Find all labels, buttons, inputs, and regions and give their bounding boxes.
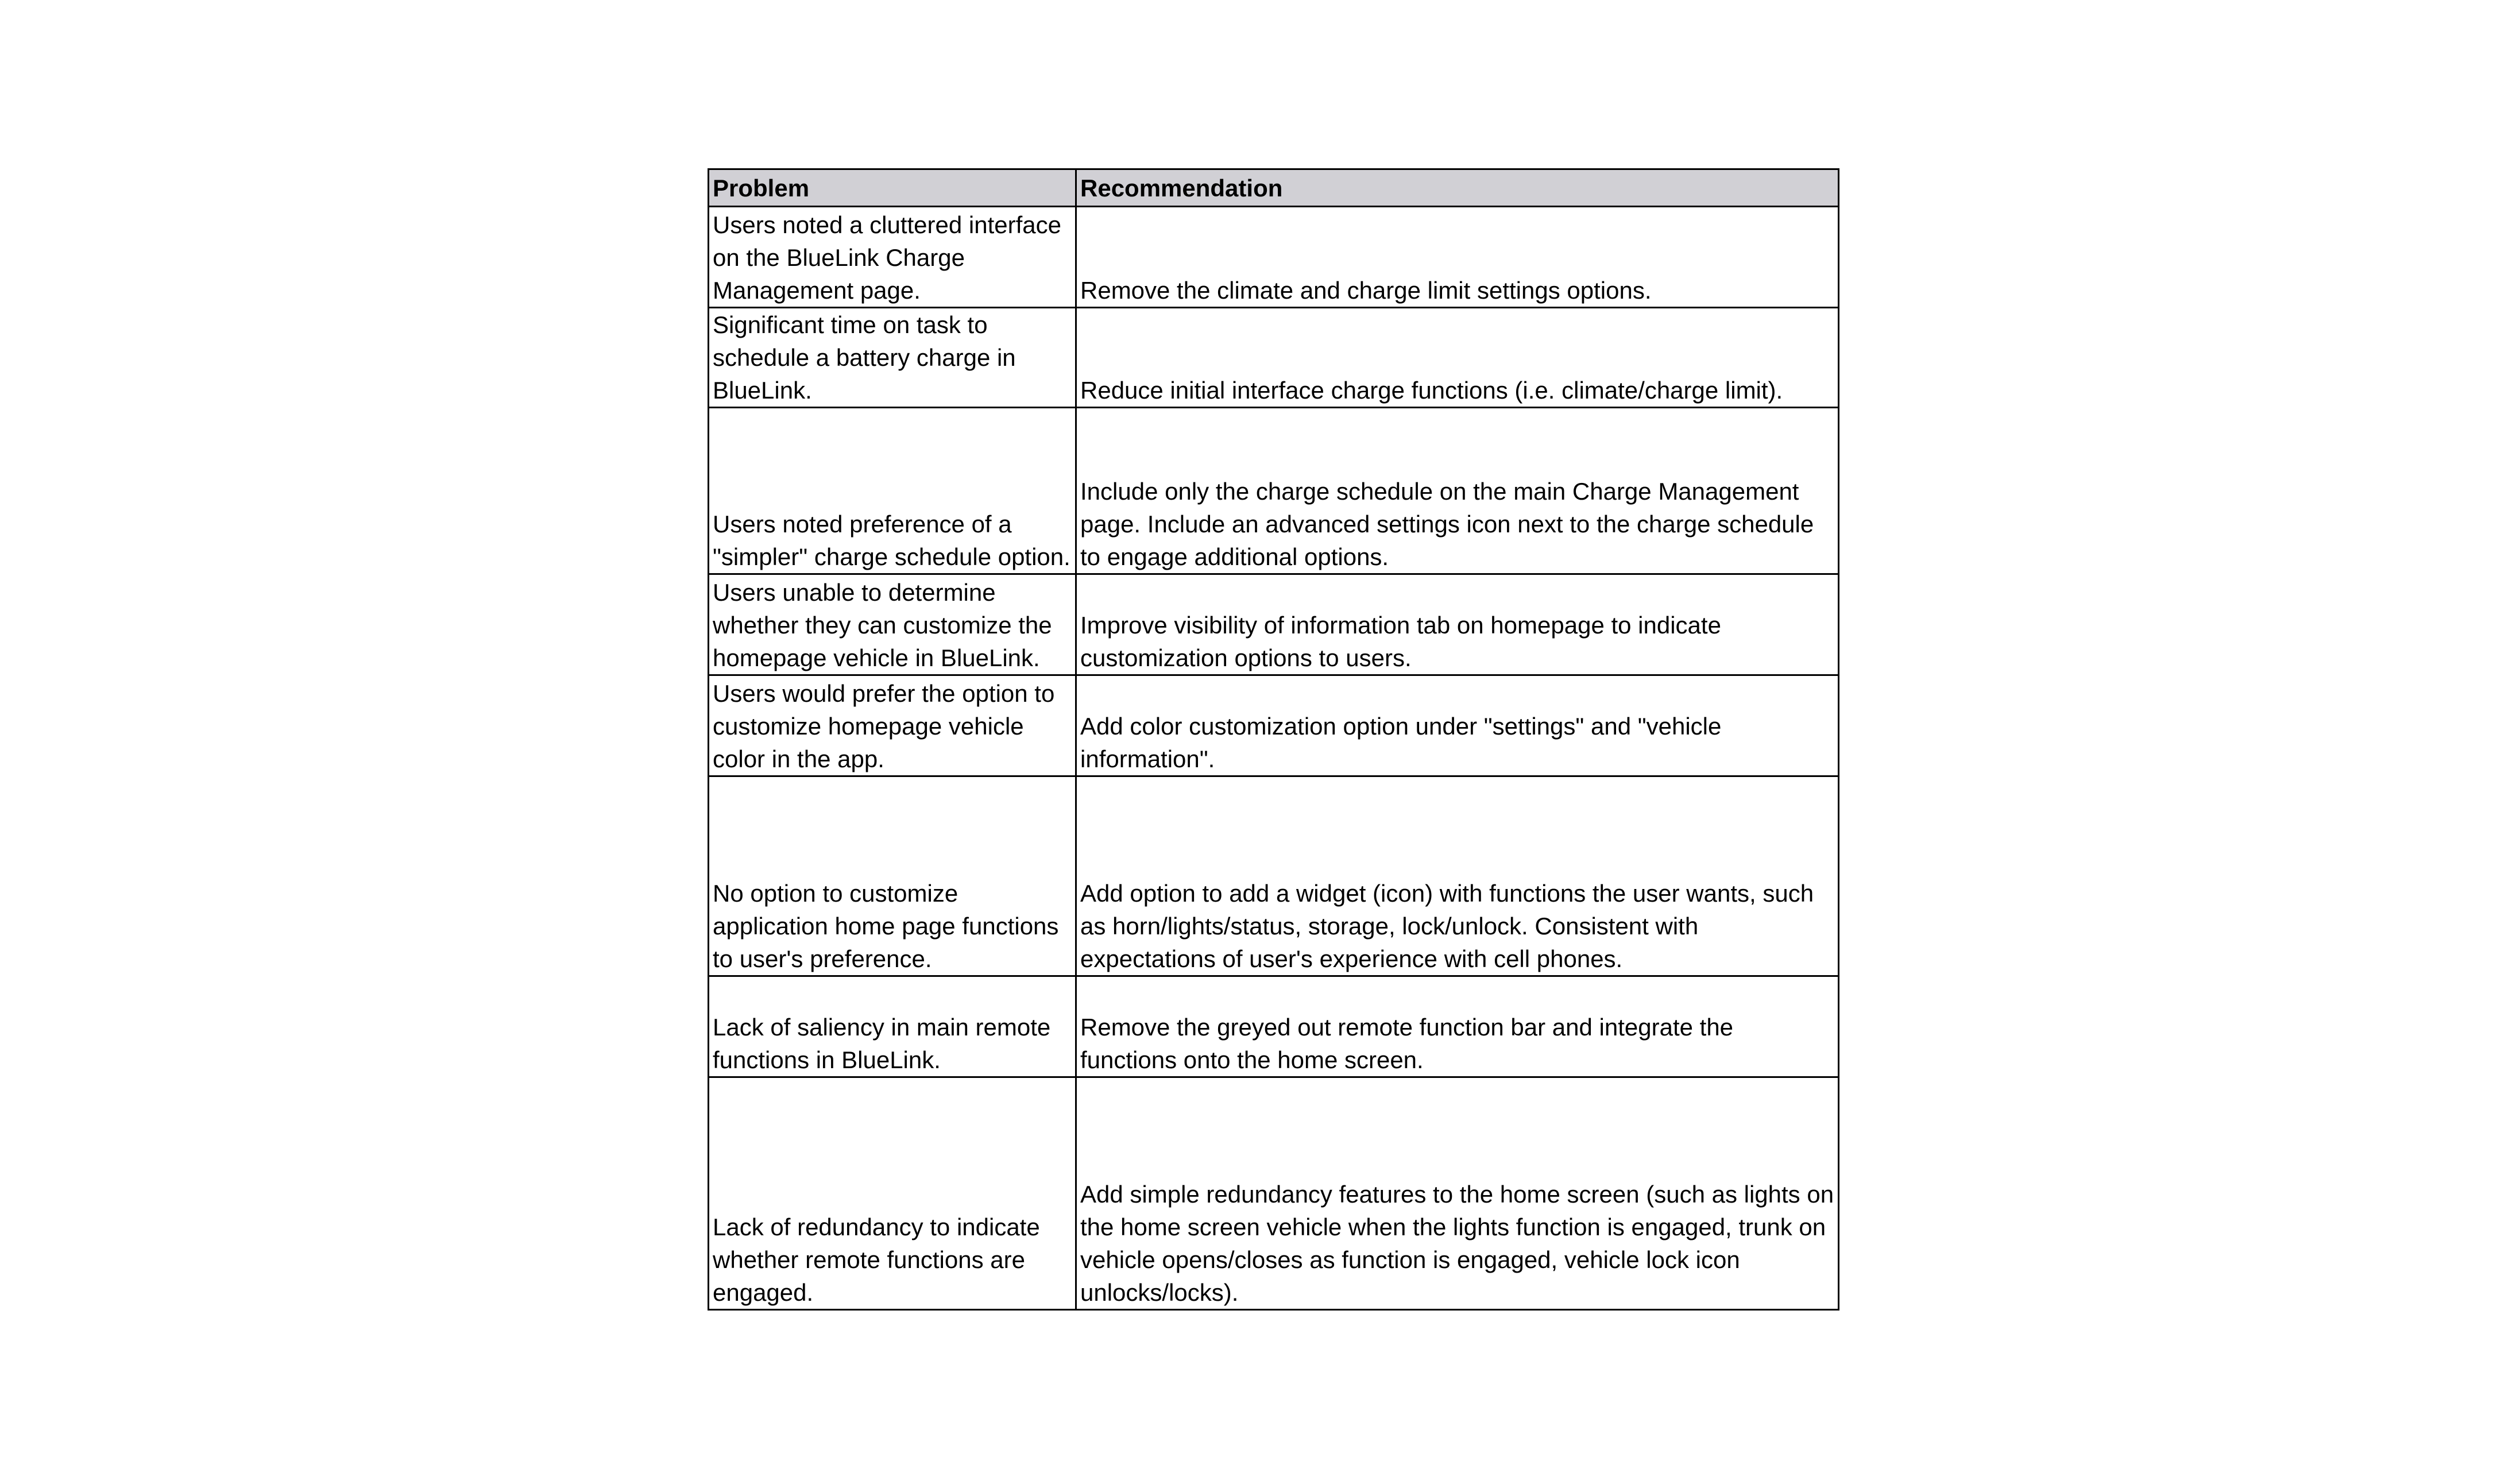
recommendation-cell: Add option to add a widget (icon) with functions the user wants, such as horn/lights/status, storage, lock/unlock. Consistent with expectations of user's experience with cell phones. [1076, 776, 1839, 976]
recommendation-cell: Add simple redundancy features to the home screen (such as lights on the home screen vehicle when the lights function is engaged, trunk on vehicle opens/closes as function is engaged, vehicle lock icon unlocks/locks). [1076, 1077, 1839, 1310]
table-row [709, 408, 1839, 574]
problem-cell: No option to customize application home page functions to user's preference. [709, 776, 1076, 976]
table-row [709, 308, 1839, 408]
table-header-row [709, 169, 1839, 207]
recommendation-cell: Remove the greyed out remote function bar and integrate the functions onto the home screen. [1076, 976, 1839, 1077]
recommendation-cell: Remove the climate and charge limit settings options. [1076, 207, 1839, 308]
table-row [709, 207, 1839, 308]
problem-cell: Users noted preference of a "simpler" charge schedule option. [709, 408, 1076, 574]
table-row [709, 675, 1839, 776]
header-problem: Problem [709, 169, 1076, 207]
table-row [709, 1077, 1839, 1310]
table-row [709, 976, 1839, 1077]
problem-recommendation-table [708, 168, 1839, 1311]
table-row [709, 574, 1839, 675]
recommendation-cell: Include only the charge schedule on the main Charge Management page. Include an advanced settings icon next to the charge schedule to engage additional options. [1076, 408, 1839, 574]
table-row [709, 776, 1839, 976]
problem-cell: Users noted a cluttered interface on the BlueLink Charge Management page. [709, 207, 1076, 308]
problem-cell: Lack of saliency in main remote functions in BlueLink. [709, 976, 1076, 1077]
header-recommendation: Recommendation [1076, 169, 1839, 207]
problem-cell: Lack of redundancy to indicate whether remote functions are engaged. [709, 1077, 1076, 1310]
recommendation-cell: Add color customization option under "settings" and "vehicle information". [1076, 675, 1839, 776]
problem-cell: Significant time on task to schedule a battery charge in BlueLink. [709, 308, 1076, 408]
recommendation-cell: Reduce initial interface charge functions (i.e. climate/charge limit). [1076, 308, 1839, 408]
problem-cell: Users unable to determine whether they can customize the homepage vehicle in BlueLink. [709, 574, 1076, 675]
problem-cell: Users would prefer the option to customize homepage vehicle color in the app. [709, 675, 1076, 776]
recommendation-cell: Improve visibility of information tab on homepage to indicate customization options to users. [1076, 574, 1839, 675]
